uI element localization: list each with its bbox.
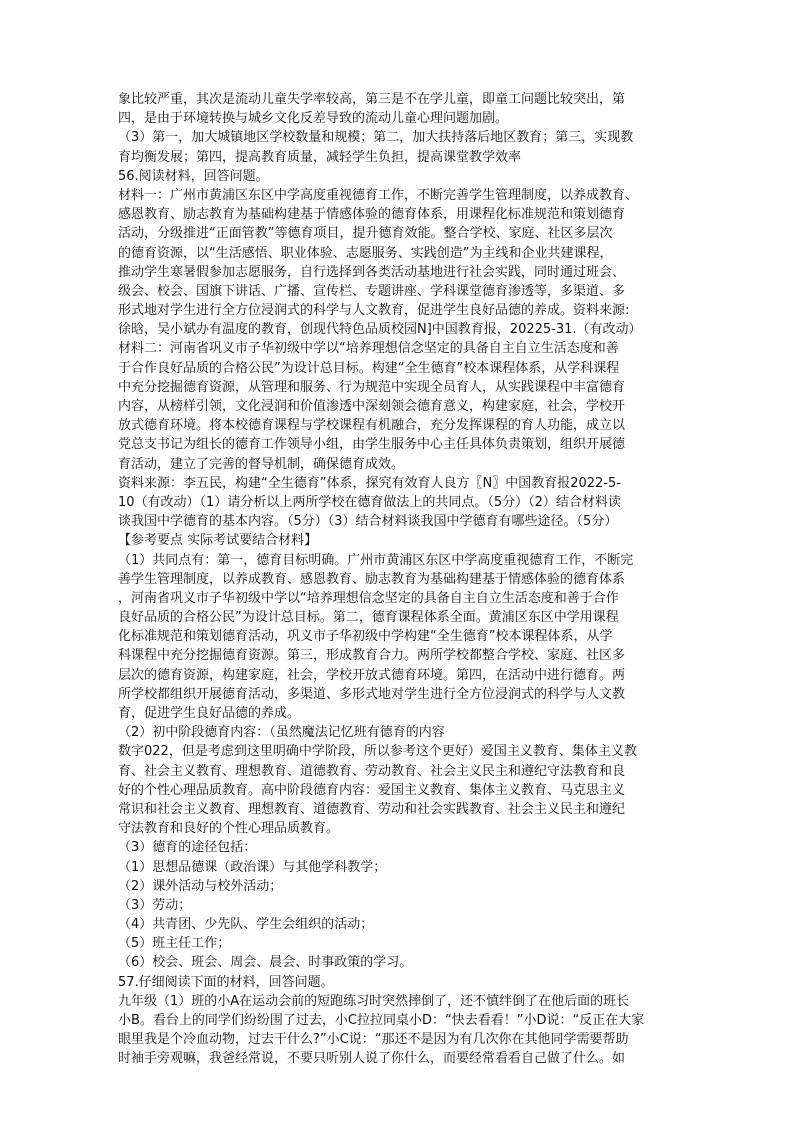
text-line: 四，是由于环境转换与城乡文化反差导致的流动儿童心理问题加剧。 [118,111,509,127]
text-line: 徐晗，吴小斌办有温度的教育，创现代特色品质校园N]中国教育报，20225-31.（有改动） [118,322,642,338]
list-item: （5）班主任工作； [118,936,231,952]
question-heading: 56.阅读材料，回答问题。 [118,168,269,184]
list-item: （6）校会、班会、周会、晨会、时事政策的学习。 [118,955,413,971]
text-line: 常识和社会主义教育、理想教育、道德教育、劳动和社会实践教育、社会主义民主和遵纪 [118,801,626,817]
text-line: 资料来源：李五民，构建“全生德育”体系，探究有效育人良方〖N〗中国教育报2022-5- [118,475,621,491]
text-line: 感恩教育、励志教育为基础构建基于情感体验的德育体系，用课程化标准规范和策划德育 [118,207,626,223]
text-line: 形式地对学生进行全方位浸润式的科学与人文教育，促进学生良好品德的养成。资料来源: [118,303,630,319]
text-line: 推动学生寒暑假参加志愿服务，自行选择到各类活动基地进行社会实践，同时通过班会、 [118,264,626,280]
text-line: 育、社会主义教育、理想教育、道德教育、劳动教育、社会主义民主和遵纪守法教育和良 [118,763,626,779]
text-line: 活动，分级推进“正面管教”等德育项目，提升德育效能。整合学校、家庭、社区多层次 [118,226,613,242]
text-line: 眼里我是个冷血动物，过去干什么?”小C说：“那还不是因为有几次你在其他同学需要帮助 [118,1032,629,1048]
text-line: 层次的德育资源，构建家庭，社会，学校开放式德育环境。第四，在活动中进行德育。两 [118,667,626,683]
list-item: （1）思想品德课（政治课）与其他学科教学； [118,859,387,875]
text-line: 守法教育和良好的个性心理品质教育。 [118,821,340,837]
text-line: 时袖手旁观嘛，我爸经常说，不要只听别人说了你什么，而要经常看看自己做了什么。如 [118,1051,626,1067]
list-item: （4）共青团、少先队、学生会组织的活动； [118,917,374,933]
answer-heading: 【参考要点 实际考试要结合材料】 [118,533,318,549]
text-line: 育均衡发展；第四，提高教育质量，减轻学生负担，提高课堂教学效率 [118,149,522,165]
text-line: （3）第一，加大城镇地区学校数量和规模；第二，加大扶持落后地区教育；第三，实现教 [118,130,634,146]
text-line: 所学校都组织开展德育活动，多渠道、多形式地对学生进行全方位浸润式的科学与人文教 [118,686,626,702]
text-line: 材料二：河南省巩义市子华初级中学以“培养理想信念坚定的具备自主自立生活态度和善 [118,341,619,357]
text-line: （2）初中阶段德育内容：（虽然魔法记忆班有德育的内容 [118,725,445,741]
text-line: 级会、校会、国旗下讲话、广播、宣传栏、专题讲座、学科课堂德育渗透等，多渠道、多 [118,283,626,299]
text-line: 九年级（1）班的小A在运动会前的短跑练习时突然摔倒了，还不慎绊倒了在他后面的班长 [118,993,630,1009]
text-line: 科课程中充分挖掘德育资源。第三，形成教育合力。两所学校都整合学校、家庭、社区多 [118,648,626,664]
text-line: 育活动，建立了完善的督导机制，确保德育成效。 [118,456,405,472]
text-line: ，河南省巩义市子华初级中学以“培养理想信念坚定的具备自主自立生活态度和善于合作 [118,590,619,606]
question-heading: 57.仔细阅读下面的材料，回答问题。 [118,974,334,990]
document-page [118,90,678,1069]
text-line: 善学生管理制度，以养成教育、感恩教育、励志教育为基础构建基于情感体验的德育体系 [118,571,626,587]
list-item: （3）劳动； [118,897,192,913]
text-line: 党总支书记为组长的德育工作领导小组，由学生服务中心主任具体负责策划，组织开展德 [118,437,626,453]
text-line: 象比较严重，其次是流动儿童失学率较高，第三是不在学儿童，即童工问题比较突出，第 [118,92,626,107]
text-line: 良好品质的合格公民”为设计总目标。第二，德育课程体系全面。黄浦区东区中学用课程 [118,610,619,626]
text-line: 化标准规范和策划德育活动，巩义市子华初级中学构建“全生德育”校本课程体系，从学 [118,629,613,645]
text-line: 育，促进学生良好品德的养成。 [118,706,301,721]
list-item: （2）课外活动与校外活动； [118,878,283,894]
text-line: 小B。看台上的同学们纷纷围了过去，小C拉拉同桌小D：“快去看看！”小D说：“反正在大家 [118,1013,645,1028]
text-line: 的德育资源，以“生活感悟、职业体验、志愿服务、实践创造”为主线和企业共建课程， [118,245,613,261]
text-line: 好的个性心理品质教育。高中阶段德育内容：爱国主义教育、集体主义教育、马克思主义 [118,782,626,798]
text-line: 内容，从榜样引领，文化浸润和价值渗透中深刻领会德育意义，构建家庭，社会，学校开 [118,399,626,414]
text-line: 中充分挖掘德育资源，从管理和服务、行为规范中实现全员育人，从实践课程中丰富德育 [118,379,626,395]
text-line: （1）共同点有：第一，德育目标明确。广州市黄浦区东区中学高度重视德育工作，不断完 [118,552,634,568]
text-line: （3）德育的途径包括： [118,840,257,856]
text-line: 放式德育环境。将本校德育课程与学校课程有机融合，充分发挥课程的育人功能，成立以 [118,418,626,434]
text-line: 10（有改动）（1）请分析以上两所学校在德育做法上的共同点。（5分）（2）结合材料读 [118,494,621,510]
text-line: 谈我国中学德育的基本内容。（5分）（3）结合材料谈我国中学德育有哪些途径。（5分） [118,514,618,530]
text-line: 材料一：广州市黄浦区东区中学高度重视德育工作，不断完善学生管理制度，以养成教育、 [118,187,639,203]
text-line: 于合作良好品质的合格公民”为设计总目标。构建“全生德育”校本课程体系，从学科课程 [118,360,620,376]
text-line: 数字022，但是考虑到这里明确中学阶段，所以参考这个更好）爱国主义教育、集体主义教 [118,744,637,760]
